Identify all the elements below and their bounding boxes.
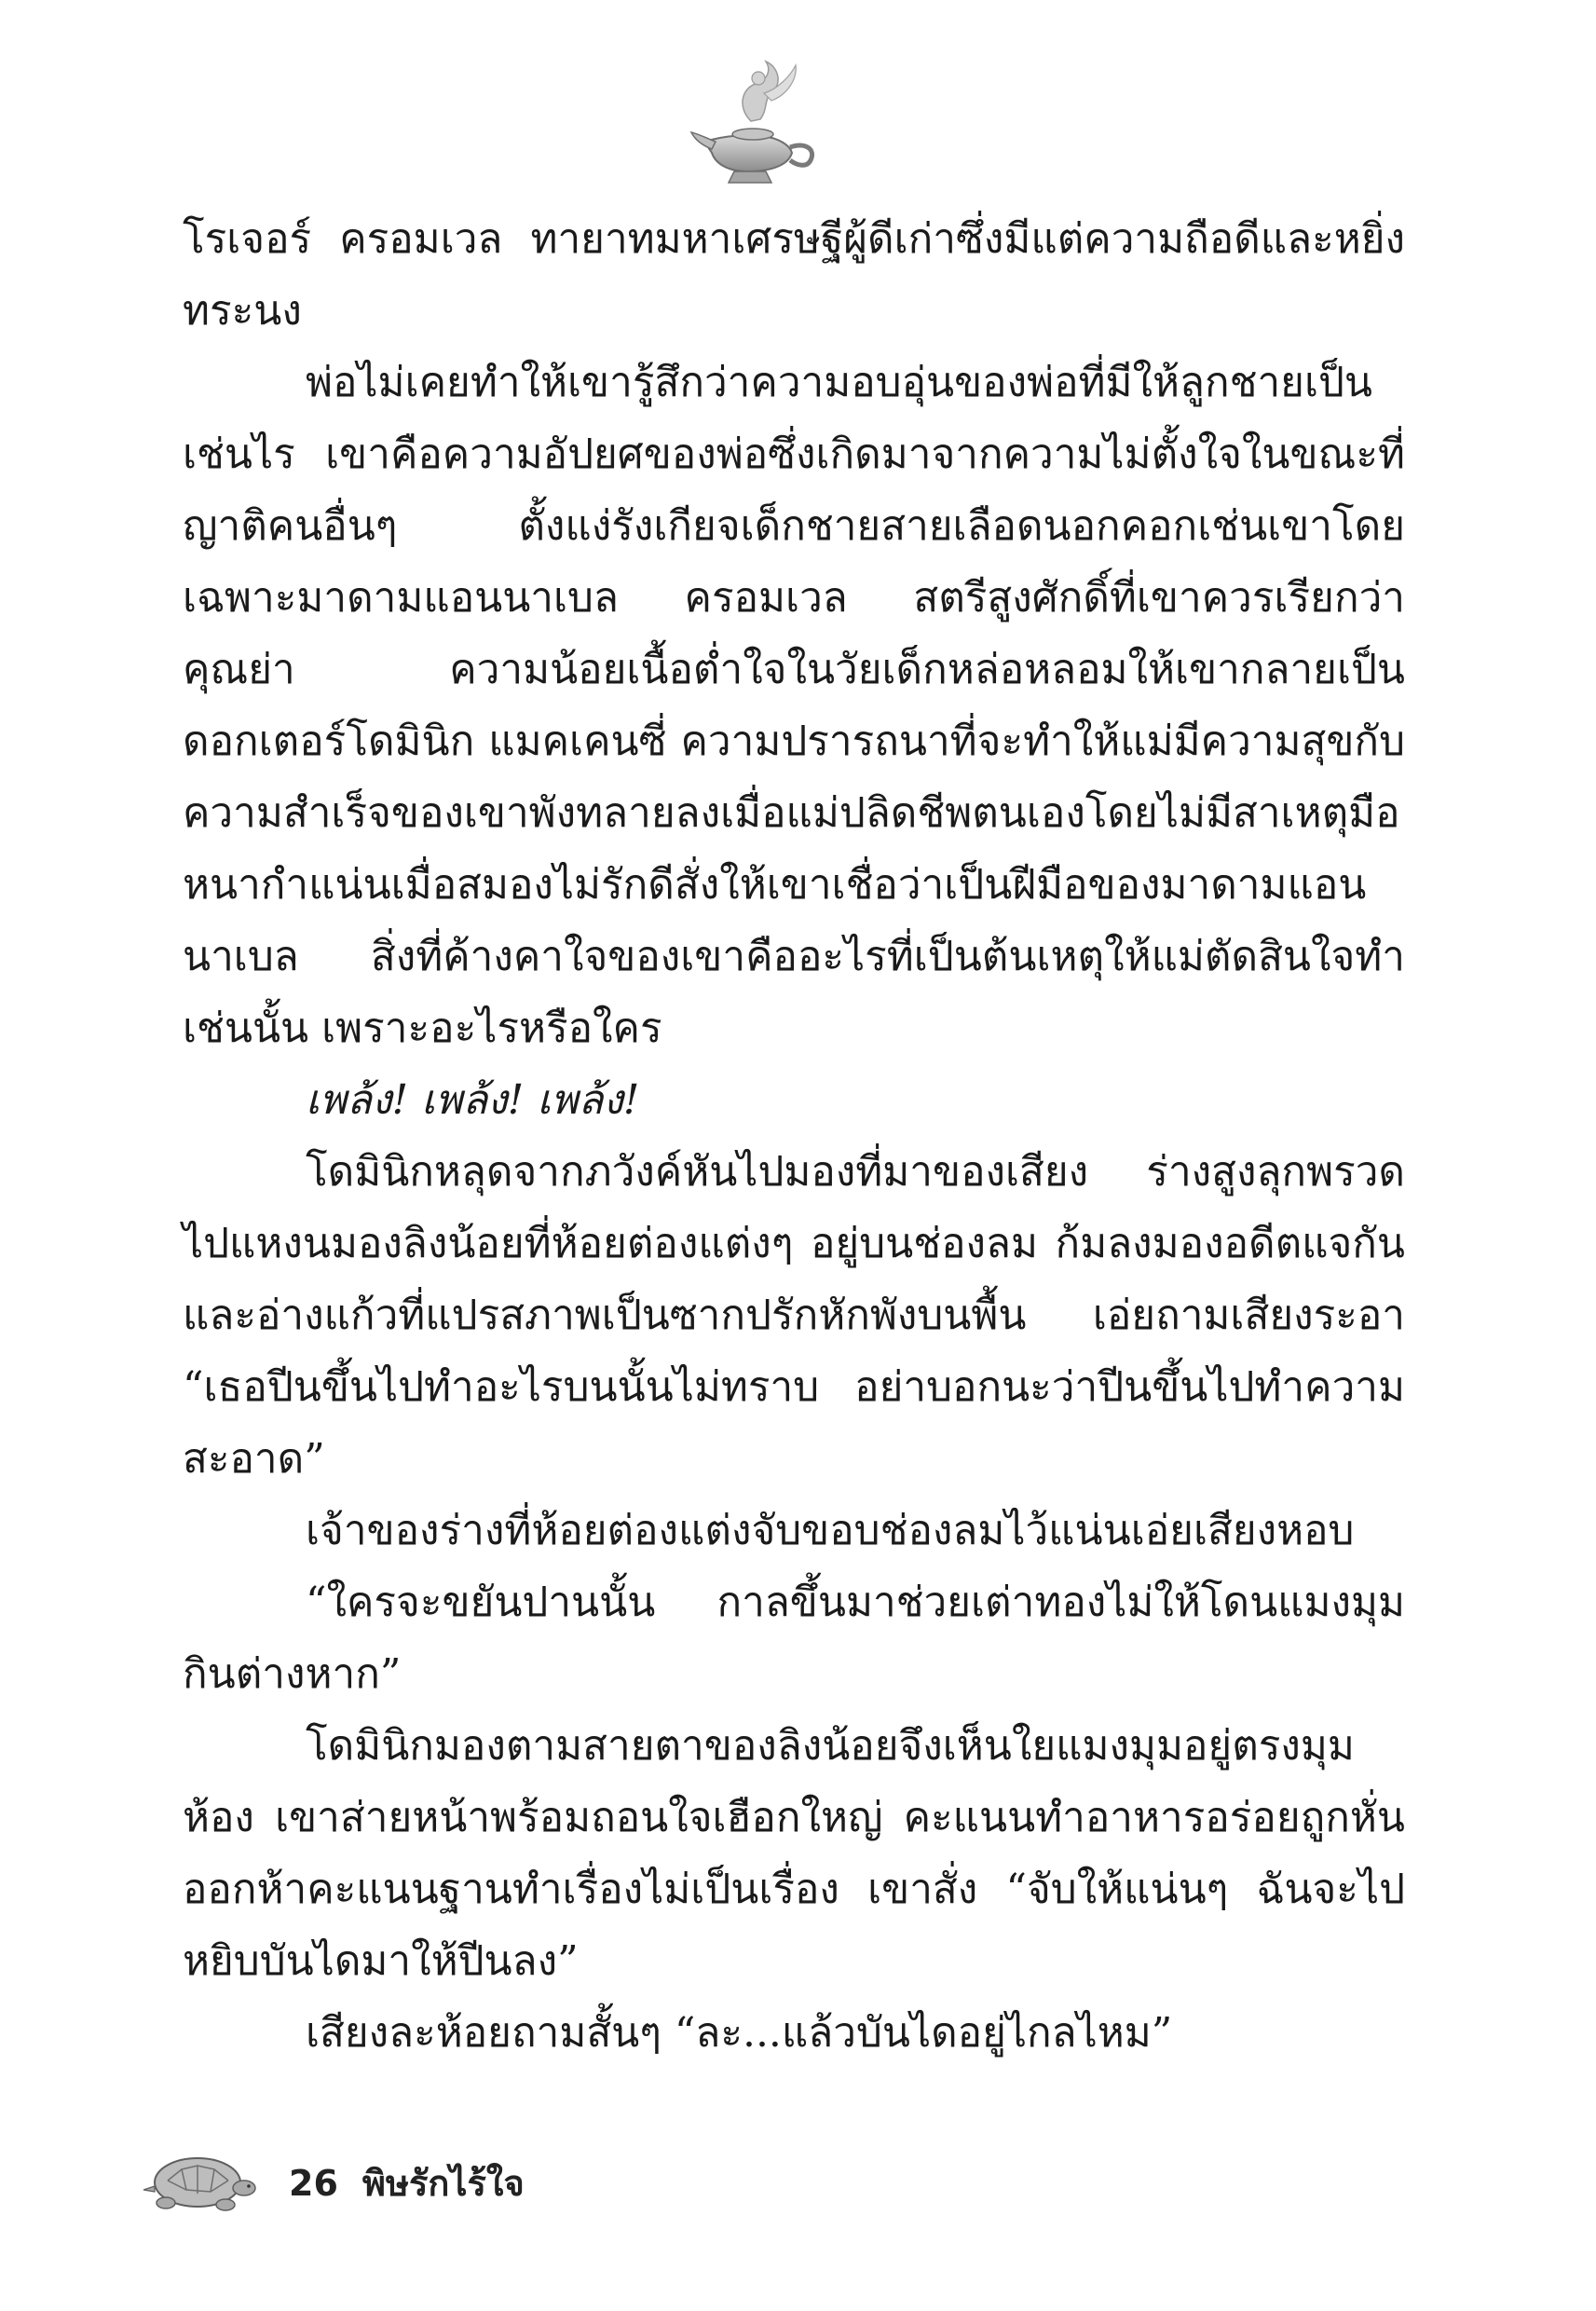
page-number: 26 [289, 2163, 338, 2204]
paragraph-sound-effect: เพล้ง! เพล้ง! เพล้ง! [306, 1076, 640, 1124]
paragraph: “ใครจะขยันปานนั้น กาลขึ้นมาช่วยเต่าทองไม่ให้โดนแมงมุมกินต่างหาก” [183, 1579, 1405, 1698]
paragraph: โรเจอร์ ครอมเวล ทายาทมหาเศรษฐีผู้ดีเก่าซึ่งมีแต่ความถือดีและหยิ่งทระนง [183, 215, 1405, 335]
genie-lamp-icon [686, 56, 825, 196]
paragraph: โดมินิกมองตามสายตาของลิงน้อยจึงเห็นใยแมงมุมอยู่ตรงมุมห้อง เขาส่ายหน้าพร้อมถอนใจเฮือกใหญ่ คะแนนทำอาหารอร่อยถูกหั่นออกห้าคะแนนฐานทำเรื่องไม่เป็นเรื่อง เขาสั่ง “จับให้แน่นๆ ฉันจะไปหยิบบันไดมาให้ปีนลง” [183, 1722, 1405, 1985]
paragraph: เสียงละห้อยถามสั้นๆ “ละ...แล้วบันไดอยู่ไกลไหม” [306, 2009, 1173, 2057]
paragraph: พ่อไม่เคยทำให้เขารู้สึกว่าความอบอุ่นของพ่อที่มีให้ลูกชายเป็นเช่นไร เขาคือความอัปยศของพ่อซึ่งเกิดมาจากความไม่ตั้งใจในขณะที่ญาติคนอื่นๆ ตั้งแง่รังเกียจเด็กชายสายเลือดนอกคอกเช่นเขาโดยเฉพาะมาดามแอนนาเบล ครอมเวล สตรีสูงศักดิ์ที่เขาควรเรียกว่าคุณย่า ความน้อยเนื้อต่ำใจในวัยเด็กหล่อหลอมให้เขากลายเป็นดอกเตอร์โดมินิก แมคเคนซี่ ความปรารถนาที่จะทำให้แม่มีความสุขกับความสำเร็จของเขาพังทลายลงเมื่อแม่ปลิดชีพตนเองโดยไม่มีสาเหตุมือหนากำแน่นเมื่อสมองไม่รักดีสั่งให้เขาเชื่อว่าเป็นฝีมือของมาดามแอนนาเบล สิ่งที่ค้างคาใจของเขาคืออะไรที่เป็นต้นเหตุให้แม่ตัดสินใจทำเช่นนั้น เพราะอะไรหรือใคร [183, 359, 1405, 1052]
turtle-icon [140, 2143, 261, 2218]
page-footer [140, 2143, 792, 2218]
paragraph: เจ้าของร่างที่ห้อยต่องแต่งจับขอบช่องลมไว้แน่นเอ่ยเสียงหอบ [306, 1507, 1355, 1554]
paragraph: โดมินิกหลุดจากภวังค์หันไปมองที่มาของเสียง ร่างสูงลุกพรวดไปแหงนมองลิงน้อยที่ห้อยต่องแต่งๆ อยู่บนช่องลม ก้มลงมองอดีตแจกันและอ่างแก้วที่แปรสภาพเป็นซากปรักหักพังบนพื้น เอ่ยถามเสียงระอา “เธอปีนขึ้นไปทำอะไรบนนั้นไม่ทราบ อย่าบอกนะว่าปีนขึ้นไปทำความสะอาด” [183, 1148, 1405, 1483]
book-title: พิษรักไร้ใจ [361, 2163, 525, 2204]
body-text [183, 203, 1405, 2069]
footer-text [289, 2154, 549, 2211]
